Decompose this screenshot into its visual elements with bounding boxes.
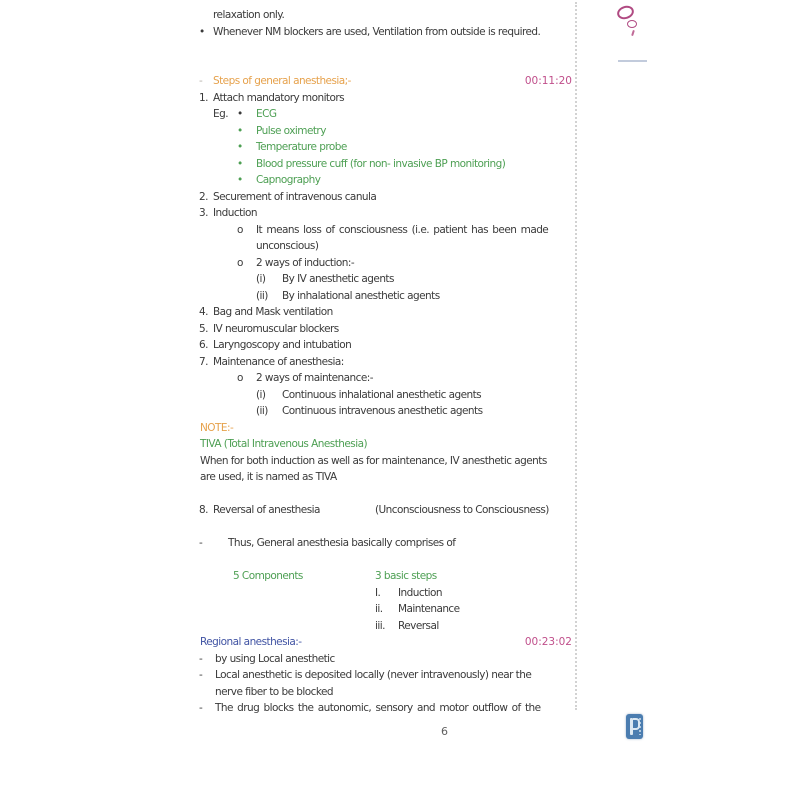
doc-line xyxy=(190,140,575,157)
doc-line xyxy=(190,503,575,520)
line-marker: 8. xyxy=(199,504,208,516)
line-text: are used, it is named as TIVA xyxy=(200,471,337,483)
line-marker: - xyxy=(199,537,203,549)
column-heading: 3 basic steps xyxy=(375,570,437,582)
doc-line xyxy=(190,652,575,669)
doc-line xyxy=(190,668,575,685)
line-text: ECG xyxy=(256,108,277,120)
line-marker: 5. xyxy=(199,322,208,335)
line-text: Attach mandatory monitors xyxy=(213,91,345,104)
doc-line xyxy=(190,91,575,108)
line-text: IV neuromuscular blockers xyxy=(213,322,339,335)
line-text: Temperature probe xyxy=(256,141,347,153)
doc-line xyxy=(190,421,575,438)
line-marker: • xyxy=(237,141,243,153)
line-text: nerve fiber to be blocked xyxy=(215,685,334,698)
blank-line xyxy=(190,520,575,537)
line-marker: 2. xyxy=(199,190,208,203)
line-text: by using Local anesthetic xyxy=(215,652,335,665)
line-marker: 1. xyxy=(199,91,208,104)
doc-line xyxy=(190,322,575,339)
blank-line xyxy=(190,553,575,570)
line-marker: - xyxy=(199,652,203,665)
line-marker: 6. xyxy=(199,339,208,351)
line-text: The drug blocks the autonomic, sensory and motor outflow of the xyxy=(215,702,541,714)
line-text: 2 ways of maintenance:- xyxy=(256,372,373,384)
line-text: Steps of general anesthesia;- xyxy=(213,75,351,87)
line-text: Pulse oximetry xyxy=(256,124,326,137)
doc-line xyxy=(190,454,575,471)
doc-line xyxy=(190,701,575,718)
line-marker: - xyxy=(199,75,203,87)
line-text: Blood pressure cuff (for non- invasive BP monitoring) xyxy=(256,157,506,170)
pen-scribble-icon xyxy=(631,30,635,36)
line-text: Capnography xyxy=(256,174,321,186)
line-marker: o xyxy=(237,372,243,384)
line-text: Reversal xyxy=(398,619,439,632)
line-marker: o xyxy=(237,256,243,269)
doc-line xyxy=(190,355,575,372)
doc-line xyxy=(190,124,575,141)
line-text: Induction xyxy=(213,207,258,219)
line-text: unconscious) xyxy=(256,240,319,252)
line-marker: 4. xyxy=(199,306,208,318)
line-text: By inhalational anesthetic agents xyxy=(282,289,440,302)
doc-line xyxy=(190,272,575,289)
doc-line xyxy=(190,371,575,388)
line-marker: • xyxy=(237,124,243,137)
doc-line xyxy=(190,190,575,207)
doc-line xyxy=(190,25,575,42)
line-marker: (ii) xyxy=(256,289,268,302)
timestamp: 00:23:02 xyxy=(524,636,572,648)
doc-line xyxy=(190,173,575,190)
doc-line xyxy=(190,157,575,174)
line-marker: - xyxy=(199,702,203,714)
line-side-text: (Unconsciousness to Consciousness) xyxy=(375,504,549,516)
pen-scribble-icon xyxy=(615,4,635,22)
line-marker: • xyxy=(237,108,243,120)
line-marker: • xyxy=(237,157,243,170)
line-text: Maintenance of anesthesia: xyxy=(213,355,344,368)
line-marker: • xyxy=(237,174,243,186)
doc-line xyxy=(190,305,575,322)
line-text: NOTE:- xyxy=(200,421,234,434)
line-text: When for both induction as well as for maintenance, IV anesthetic agents xyxy=(200,454,547,467)
doc-line xyxy=(190,206,575,223)
line-text: Whenever NM blockers are used, Ventilation from outside is required. xyxy=(213,25,541,38)
line-text: Securement of intravenous canula xyxy=(213,190,377,203)
line-text: relaxation only. xyxy=(213,9,285,21)
blank-line xyxy=(190,41,575,58)
line-marker: (ii) xyxy=(256,405,268,417)
doc-line xyxy=(190,437,575,454)
line-marker: o xyxy=(237,223,243,236)
line-marker: • xyxy=(199,25,205,38)
line-text: Reversal of anesthesia xyxy=(213,504,320,516)
line-text: Induction xyxy=(398,586,443,599)
margin-mark-icon xyxy=(618,60,647,62)
line-marker: (i) xyxy=(256,273,266,285)
column-heading: 5 Components xyxy=(233,570,303,582)
line-marker: ii. xyxy=(375,603,383,615)
blank-line xyxy=(190,487,575,504)
doc-line xyxy=(190,635,575,652)
attachment-icon[interactable] xyxy=(626,714,643,739)
page-number: 6 xyxy=(441,725,448,738)
doc-line xyxy=(190,107,575,124)
doc-line xyxy=(190,602,575,619)
line-marker: I. xyxy=(375,586,381,599)
line-text: Continuous inhalational anesthetic agents xyxy=(282,388,482,401)
notes-document xyxy=(190,8,575,718)
doc-line xyxy=(190,289,575,306)
line-marker: 3. xyxy=(199,207,208,219)
line-text: By IV anesthetic agents xyxy=(282,273,394,285)
attachment-icon-glyph xyxy=(639,718,641,735)
doc-line xyxy=(190,388,575,405)
doc-line xyxy=(190,569,575,586)
line-text: TIVA (Total Intravenous Anesthesia) xyxy=(200,438,368,450)
doc-line xyxy=(190,685,575,702)
line-text: Maintenance xyxy=(398,603,460,615)
doc-line xyxy=(190,74,575,91)
timestamp: 00:11:20 xyxy=(524,75,572,87)
doc-line xyxy=(190,223,575,240)
line-text: Bag and Mask ventilation xyxy=(213,306,333,318)
doc-line xyxy=(190,338,575,355)
line-text: Thus, General anesthesia basically comprises of xyxy=(228,537,456,549)
line-text: 2 ways of induction:- xyxy=(256,256,355,269)
line-marker: iii. xyxy=(375,619,385,632)
doc-line xyxy=(190,404,575,421)
line-marker: (i) xyxy=(256,388,266,401)
doc-line xyxy=(190,470,575,487)
doc-line xyxy=(190,536,575,553)
pen-scribble-icon xyxy=(627,20,637,28)
page-edge-dotted-line xyxy=(575,2,577,710)
doc-line xyxy=(190,256,575,273)
doc-line xyxy=(190,619,575,636)
line-text: Laryngoscopy and intubation xyxy=(213,339,352,351)
doc-line xyxy=(190,586,575,603)
doc-line xyxy=(190,8,575,25)
doc-line xyxy=(190,239,575,256)
line-text: Local anesthetic is deposited locally (never intravenously) near the xyxy=(215,669,532,681)
line-text: Continuous intravenous anesthetic agents xyxy=(282,405,483,417)
blank-line xyxy=(190,58,575,75)
line-text: It means loss of consciousness (i.e. patient has been made xyxy=(256,223,549,236)
line-marker: - xyxy=(199,669,203,681)
line-text: Regional anesthesia:- xyxy=(200,636,302,648)
line-prefix: Eg. xyxy=(213,108,228,120)
line-marker: 7. xyxy=(199,355,208,368)
